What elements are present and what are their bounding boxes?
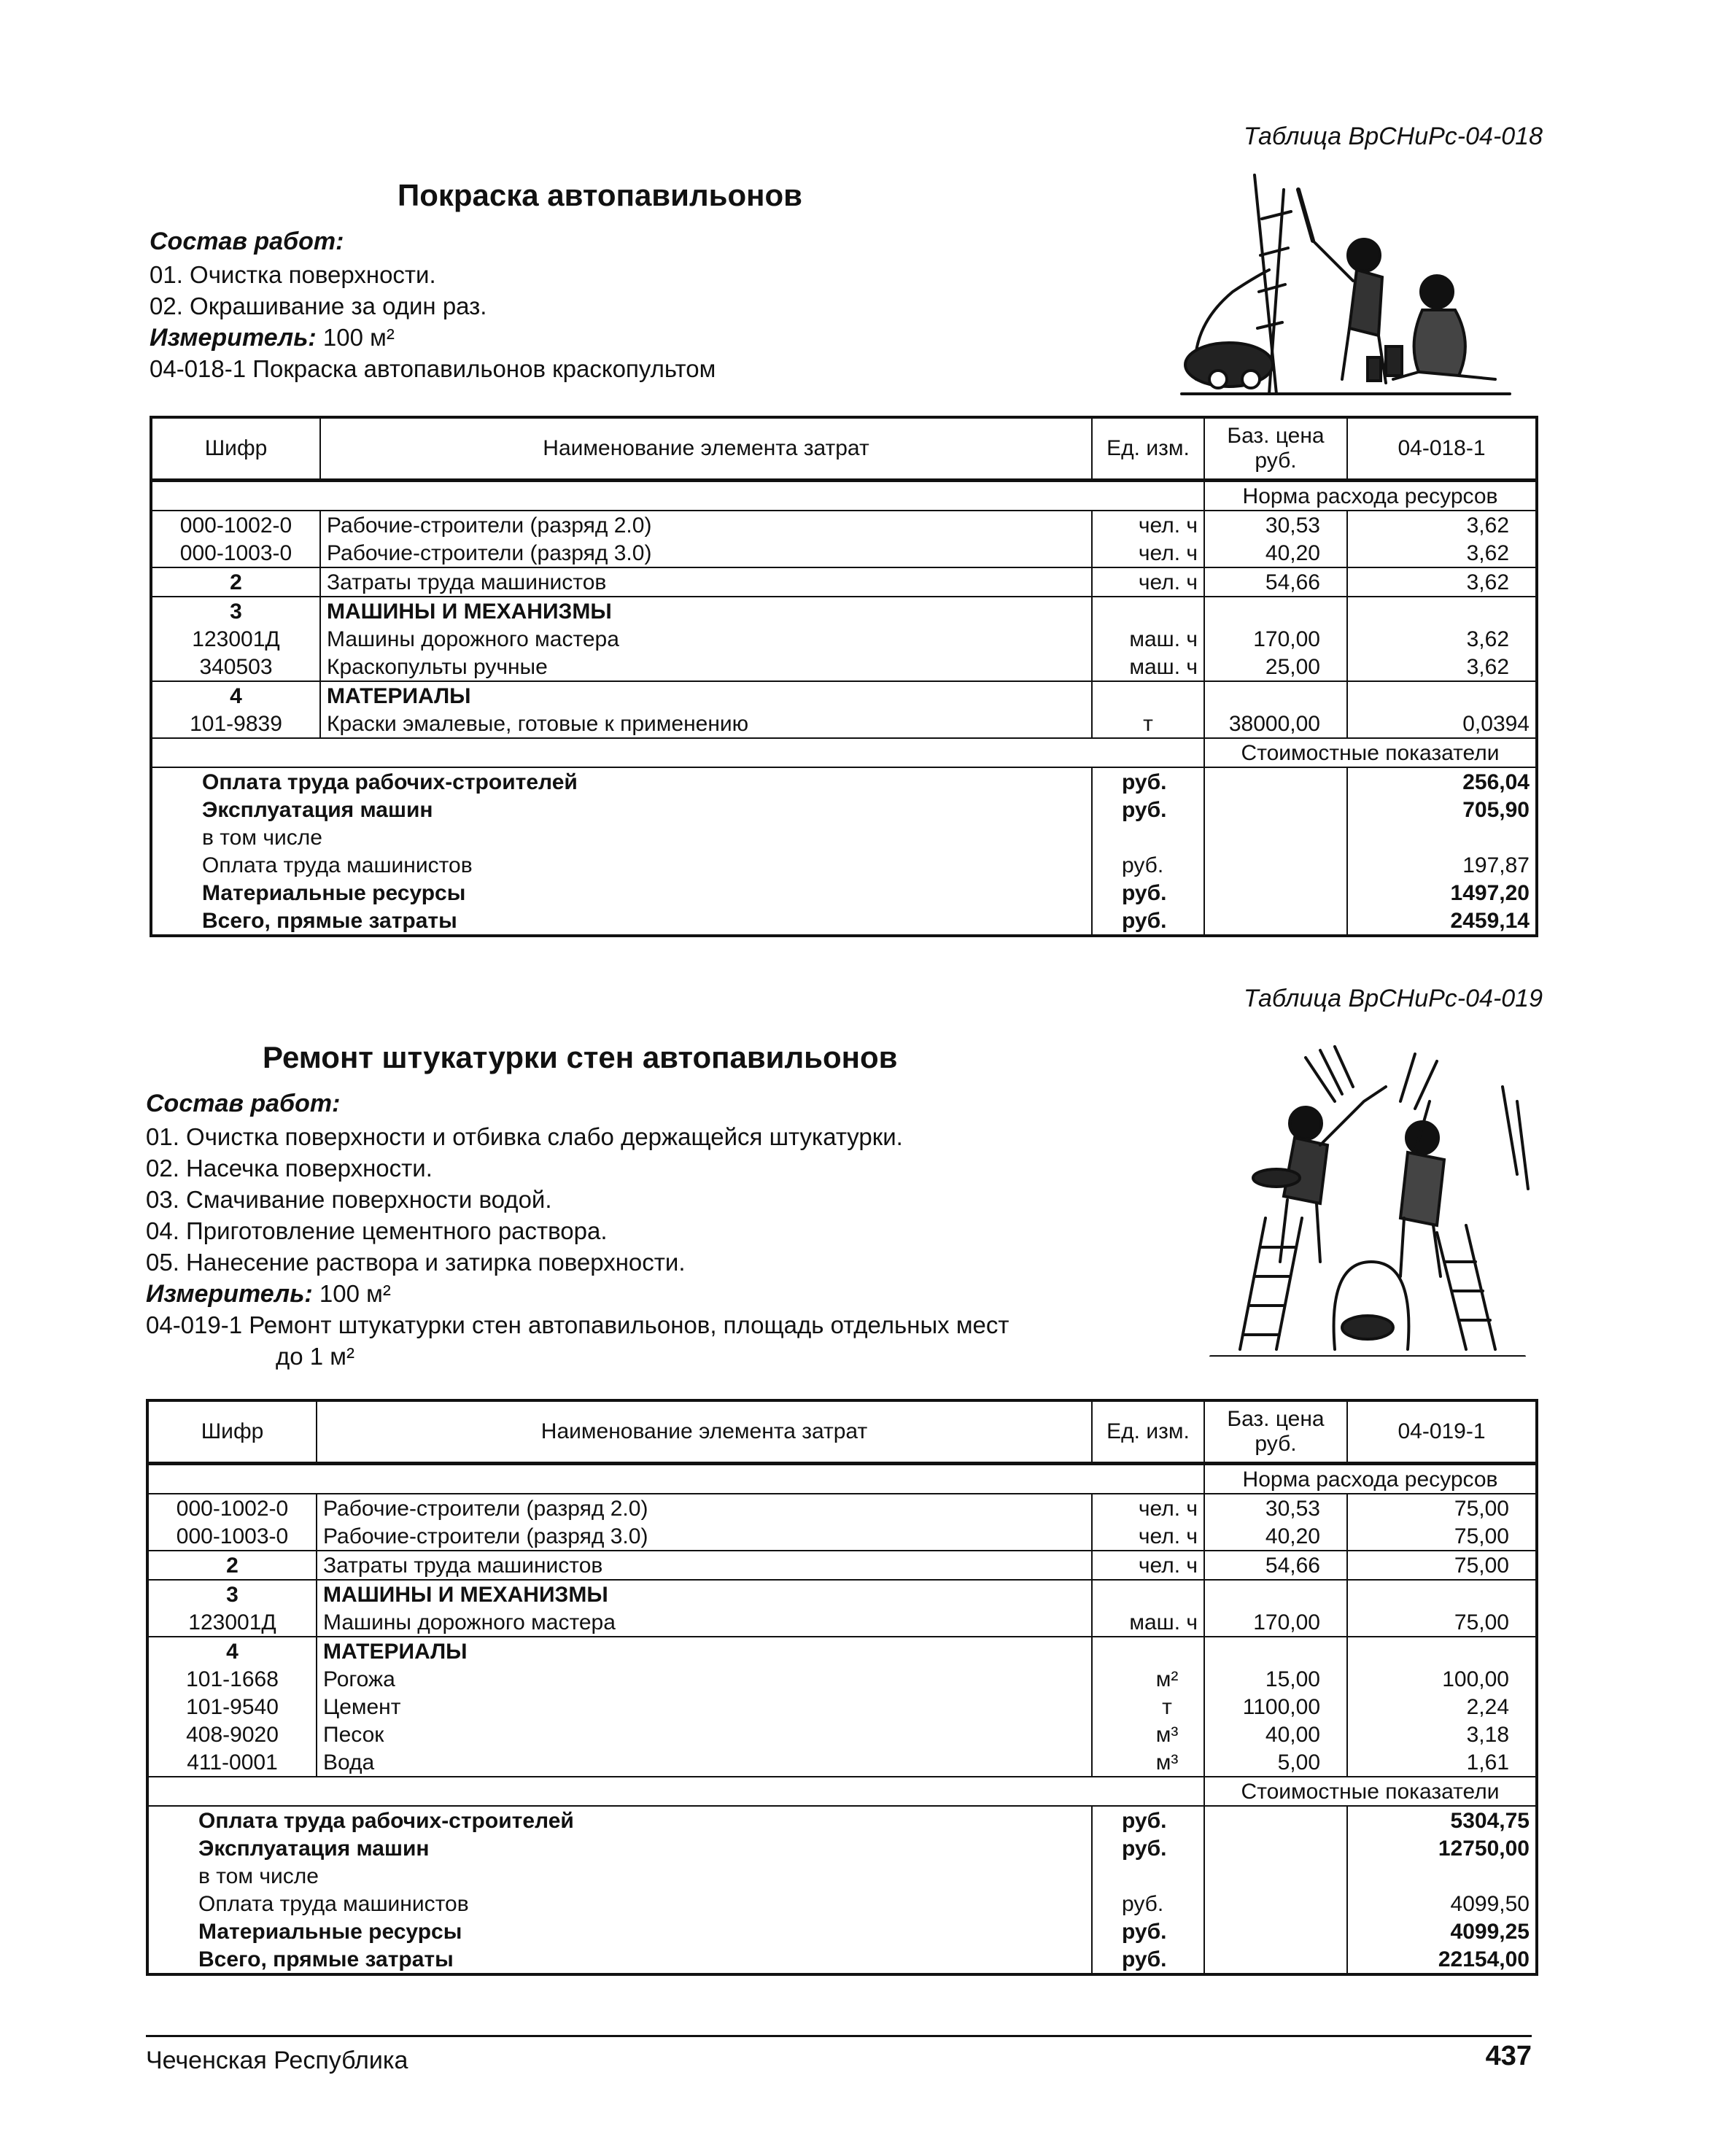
row-value: 2,24 (1347, 1693, 1537, 1721)
row-name: МАШИНЫ И МЕХАНИЗМЫ (317, 1580, 1092, 1608)
row-price: 40,20 (1204, 1522, 1347, 1551)
norm-section-label: Норма расхода ресурсов (1204, 481, 1537, 511)
row-price: 170,00 (1204, 1608, 1347, 1637)
row-price: 40,20 (1204, 539, 1347, 567)
cost-value: 197,87 (1347, 851, 1537, 879)
row-code: 101-1668 (186, 1667, 279, 1691)
header-norm-code: 04-018-1 (1347, 417, 1537, 481)
table-row (151, 625, 1537, 653)
section-title-2: Ремонт штукатурки стен автопавильонов (263, 1040, 898, 1074)
cost-row (147, 1945, 1537, 1974)
cost-unit: руб. (1092, 767, 1204, 796)
cost-value: 256,04 (1347, 767, 1537, 796)
table-row (147, 1748, 1537, 1777)
header-code: Шифр (147, 1400, 317, 1464)
row-code: 4 (226, 1640, 239, 1664)
row-unit: маш. ч (1092, 1608, 1204, 1637)
cost-row (151, 796, 1537, 823)
table-header-row (151, 417, 1537, 481)
table-row (147, 1580, 1537, 1608)
row-name: Рабочие-строители (разряд 2.0) (317, 1494, 1092, 1522)
cost-unit: руб. (1092, 879, 1204, 907)
cost-unit: руб. (1092, 1890, 1204, 1917)
header-name: Наименование элемента затрат (317, 1400, 1092, 1464)
cost-name: Оплата труда рабочих-строителей (202, 770, 578, 794)
header-price: Баз. цена руб. (1204, 417, 1347, 481)
code-line-1: 04-018-1 Покраска автопавильонов краскопультом (150, 355, 716, 382)
work-list-2 (146, 1121, 903, 1278)
row-value: 3,62 (1347, 539, 1537, 567)
table-row (147, 1665, 1537, 1693)
row-name: Краскопульты ручные (320, 653, 1092, 681)
table-caption-1: Таблица ВрСНиРс-04-018 (1243, 123, 1543, 150)
cost-row (147, 1806, 1537, 1834)
row-price: 1100,00 (1204, 1693, 1347, 1721)
section-title-1: Покраска автопавильонов (398, 178, 802, 212)
cost-section-label: Стоимостные показатели (1204, 1777, 1537, 1806)
row-unit: чел. ч (1092, 1494, 1204, 1522)
norm-table-1 (150, 416, 1538, 937)
row-price: 170,00 (1204, 625, 1347, 653)
row-value: 3,18 (1347, 1721, 1537, 1748)
row-value: 75,00 (1347, 1551, 1537, 1580)
row-unit: маш. ч (1092, 653, 1204, 681)
row-name: Вода (317, 1748, 1092, 1777)
row-unit: чел. ч (1092, 539, 1204, 567)
row-unit: т (1092, 710, 1204, 738)
row-code: 4 (230, 684, 242, 708)
work-item: 02. Окрашивание за один раз. (150, 292, 487, 319)
header-norm-code: 04-019-1 (1347, 1400, 1537, 1464)
page-number: 437 (1485, 2041, 1532, 2071)
row-code: 000-1003-0 (147, 1522, 317, 1551)
cost-unit: руб. (1092, 1917, 1204, 1945)
cost-row (147, 1862, 1537, 1890)
norm-section-row (147, 1464, 1537, 1494)
code-line-2b: до 1 м² (276, 1343, 354, 1370)
cost-name: Материальные ресурсы (202, 881, 466, 905)
cost-unit: руб. (1092, 851, 1204, 879)
cost-name: в том числе (198, 1864, 319, 1888)
cost-value: 2459,14 (1347, 907, 1537, 936)
cost-section-row (147, 1777, 1537, 1806)
row-name: МАТЕРИАЛЫ (320, 681, 1092, 710)
cost-name: Всего, прямые затраты (198, 1947, 454, 1971)
row-name: Рабочие-строители (разряд 3.0) (317, 1522, 1092, 1551)
row-unit: чел. ч (1092, 567, 1204, 597)
work-label-1: Состав работ: (150, 228, 344, 255)
plastering-workers-illustration (1196, 1043, 1539, 1357)
cost-unit: руб. (1092, 1945, 1204, 1974)
cost-row (151, 907, 1537, 936)
row-unit: м³ (1092, 1748, 1204, 1777)
cost-name: Материальные ресурсы (198, 1920, 462, 1944)
cost-value: 12750,00 (1347, 1834, 1537, 1862)
row-name: МАШИНЫ И МЕХАНИЗМЫ (320, 597, 1092, 625)
header-unit: Ед. изм. (1092, 417, 1204, 481)
row-code: 3 (230, 600, 242, 624)
measure-value: 100 м² (319, 1280, 391, 1307)
measure-line-2 (146, 1278, 391, 1310)
row-name: Цемент (317, 1693, 1092, 1721)
table-row (147, 1522, 1537, 1551)
row-value: 3,62 (1347, 653, 1537, 681)
cost-name: Оплата труда рабочих-строителей (198, 1809, 574, 1833)
code-line-2: 04-019-1 Ремонт штукатурки стен автопавильонов, площадь отдельных мест (146, 1311, 1009, 1338)
table-row (151, 681, 1537, 710)
row-name: Песок (317, 1721, 1092, 1748)
row-name: МАТЕРИАЛЫ (317, 1637, 1092, 1665)
row-code: 101-9540 (186, 1695, 279, 1719)
measure-label: Измеритель: (150, 324, 317, 352)
cost-value: 4099,25 (1347, 1917, 1537, 1945)
row-value: 3,62 (1347, 625, 1537, 653)
work-label-2: Состав работ: (146, 1090, 341, 1117)
norm-table-2 (146, 1399, 1538, 1976)
row-name: Рогожа (317, 1665, 1092, 1693)
cost-name: Всего, прямые затраты (202, 909, 457, 933)
footer-rule (146, 2035, 1532, 2037)
row-price: 54,66 (1204, 1551, 1347, 1580)
row-name: Рабочие-строители (разряд 2.0) (320, 511, 1092, 539)
table-header-row (147, 1400, 1537, 1464)
cost-value: 1497,20 (1347, 879, 1537, 907)
norm-section-label: Норма расхода ресурсов (1204, 1464, 1537, 1494)
cost-name: в том числе (202, 826, 322, 850)
row-name: Затраты труда машинистов (317, 1551, 1092, 1580)
table-row (151, 511, 1537, 539)
cost-row (151, 823, 1537, 851)
row-price: 30,53 (1204, 511, 1347, 539)
row-unit: маш. ч (1092, 625, 1204, 653)
table-row (151, 710, 1537, 738)
cost-unit: руб. (1092, 1834, 1204, 1862)
row-code: 408-9020 (186, 1723, 279, 1747)
row-name: Затраты труда машинистов (320, 567, 1092, 597)
cost-name: Оплата труда машинистов (202, 853, 473, 877)
table-row (147, 1637, 1537, 1665)
row-price: 38000,00 (1204, 710, 1347, 738)
row-name: Машины дорожного мастера (317, 1608, 1092, 1637)
row-value: 3,62 (1347, 567, 1537, 597)
measure-line-1 (150, 322, 395, 354)
row-value: 3,62 (1347, 511, 1537, 539)
work-item: 03. Смачивание поверхности водой. (146, 1186, 552, 1213)
cost-value: 705,90 (1347, 796, 1537, 823)
cost-name: Эксплуатация машин (198, 1837, 430, 1861)
cost-name: Оплата труда машинистов (198, 1892, 469, 1916)
painting-workers-illustration (1167, 160, 1517, 408)
row-price: 15,00 (1204, 1665, 1347, 1693)
cost-row (151, 879, 1537, 907)
cost-name: Эксплуатация машин (202, 798, 433, 822)
row-price: 5,00 (1204, 1748, 1347, 1777)
work-list-1 (150, 259, 487, 322)
work-item: 05. Нанесение раствора и затирка поверхности. (146, 1249, 686, 1276)
cost-row (147, 1834, 1537, 1862)
row-name: Рабочие-строители (разряд 3.0) (320, 539, 1092, 567)
table-row (147, 1608, 1537, 1637)
header-unit: Ед. изм. (1092, 1400, 1204, 1464)
row-name: Машины дорожного мастера (320, 625, 1092, 653)
table-row (147, 1551, 1537, 1580)
cost-value: 22154,00 (1347, 1945, 1537, 1974)
row-value: 100,00 (1347, 1665, 1537, 1693)
cost-unit: руб. (1092, 796, 1204, 823)
row-unit: чел. ч (1092, 511, 1204, 539)
work-item: 01. Очистка поверхности и отбивка слабо держащейся штукатурки. (146, 1123, 903, 1150)
table-row (147, 1494, 1537, 1522)
cost-section-row (151, 738, 1537, 767)
row-value: 75,00 (1347, 1608, 1537, 1637)
row-unit: чел. ч (1092, 1551, 1204, 1580)
row-value: 75,00 (1347, 1522, 1537, 1551)
norm-section-row (151, 481, 1537, 511)
cost-row (147, 1890, 1537, 1917)
cost-row (147, 1917, 1537, 1945)
row-value: 0,0394 (1347, 710, 1537, 738)
row-code: 101-9839 (151, 710, 320, 738)
row-code: 000-1002-0 (179, 513, 292, 538)
row-unit: м³ (1092, 1721, 1204, 1748)
cost-unit: руб. (1092, 907, 1204, 936)
table-row (151, 597, 1537, 625)
row-name: Краски эмалевые, готовые к применению (320, 710, 1092, 738)
row-code: 411-0001 (147, 1748, 317, 1777)
row-price: 25,00 (1204, 653, 1347, 681)
row-code: 3 (226, 1583, 239, 1607)
table-row (147, 1693, 1537, 1721)
cost-section-label: Стоимостные показатели (1204, 738, 1537, 767)
header-code: Шифр (151, 417, 320, 481)
row-code: 340503 (151, 653, 320, 681)
measure-value: 100 м² (322, 324, 395, 351)
row-code: 000-1002-0 (176, 1497, 289, 1521)
table-row (151, 567, 1537, 597)
footer-region: Чеченская Республика (146, 2047, 408, 2074)
cost-value: 5304,75 (1347, 1806, 1537, 1834)
cost-row (151, 767, 1537, 796)
table-row (147, 1721, 1537, 1748)
work-item: 04. Приготовление цементного раствора. (146, 1217, 608, 1244)
row-code: 000-1003-0 (151, 539, 320, 567)
table-row (151, 539, 1537, 567)
row-code: 123001Д (192, 627, 280, 651)
row-value: 1,61 (1347, 1748, 1537, 1777)
row-price: 30,53 (1204, 1494, 1347, 1522)
row-price: 40,00 (1204, 1721, 1347, 1748)
measure-label: Измеритель: (146, 1280, 313, 1308)
cost-value: 4099,50 (1347, 1890, 1537, 1917)
row-unit: чел. ч (1092, 1522, 1204, 1551)
work-item: 02. Насечка поверхности. (146, 1155, 433, 1182)
row-unit: т (1092, 1693, 1204, 1721)
row-code: 123001Д (147, 1608, 317, 1637)
header-name: Наименование элемента затрат (320, 417, 1092, 481)
row-unit: м² (1092, 1665, 1204, 1693)
row-value: 75,00 (1347, 1494, 1537, 1522)
work-item: 01. Очистка поверхности. (150, 261, 436, 288)
header-price: Баз. цена руб. (1204, 1400, 1347, 1464)
cost-unit: руб. (1092, 1806, 1204, 1834)
row-code: 2 (151, 567, 320, 597)
table-caption-2: Таблица ВрСНиРс-04-019 (1243, 985, 1543, 1012)
cost-row (151, 851, 1537, 879)
row-price: 54,66 (1204, 567, 1347, 597)
row-code: 2 (147, 1551, 317, 1580)
table-row (151, 653, 1537, 681)
